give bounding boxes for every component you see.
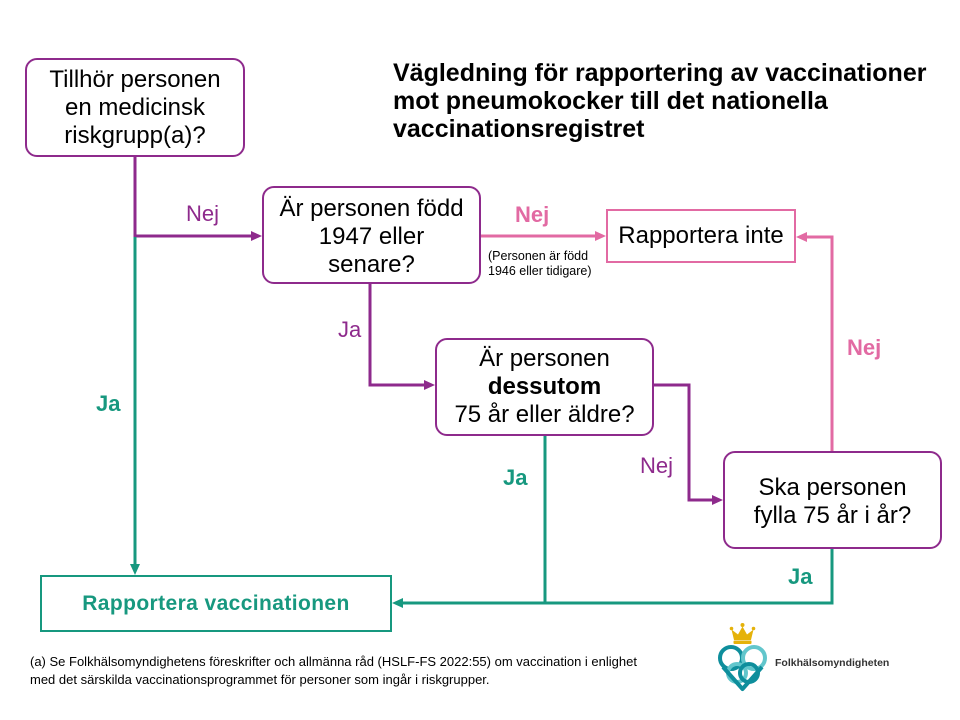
node-report-vaccination [40,575,392,632]
arrow-turns-75-no [799,237,832,451]
title-line-2: mot pneumokocker till det nationella [393,87,828,115]
edge-label-age-75-yes: Ja [503,465,528,490]
edge-label-born-1947-yes: Ja [338,317,362,342]
edge-label-born-1947-no: Nej [515,202,550,227]
node-risk-group-question [25,58,245,157]
node-text-line: Rapportera inte [618,222,784,249]
heart-rings-icon [720,647,765,689]
node-text-emphasis: dessutom [487,373,602,400]
edge-label-turns-75-no: Nej [847,335,882,360]
edge-label-age-75-no: Nej [640,453,674,478]
node-turns-75-question [723,451,942,549]
logo-wordmark: Folkhälsomyndigheten [775,657,890,669]
edge-label-risk-group-no: Nej [186,201,220,226]
node-text-line: Rapportera vaccinationen [82,591,350,615]
footnote-line-1: (a) Se Folkhälsomyndighetens föreskrifter och allmänna råd (HSLF-FS 2022:55) om vaccination i enlighet [30,654,637,669]
crown-heart-logo-icon [712,620,774,694]
crown-icon [730,623,756,644]
node-text-line: en medicinsk [64,93,206,121]
node-text-line: 75 år eller äldre? [454,401,635,428]
agency-logo [712,620,892,696]
node-text-line: Tillhör personen [49,65,221,93]
node-born-1947-question [262,186,481,284]
edge-note-born-1946-or-earlier [488,249,592,279]
node-text-line: Är personen född [279,195,464,222]
node-text-line: Är personen [479,345,610,372]
edge-note-line: (Personen är född [488,249,589,263]
node-text-line: riskgrupp(a)? [64,121,206,149]
footnote [30,653,637,689]
arrow-turns-75-yes [395,549,832,603]
edge-label-turns-75-yes: Ja [788,564,813,589]
title-line-1: Vägledning för rapportering av vaccinationer [393,59,927,87]
node-text-line: fylla 75 år i år? [753,501,912,529]
arrow-age-75-no [654,385,720,500]
footnote-line-2: med det särskilda vaccinationsprogrammet för personer som ingår i riskgrupper. [30,672,490,687]
node-text-line: senare? [328,251,415,278]
edge-label-risk-group-yes: Ja [96,391,121,416]
title-line-3: vaccinationsregistret [393,115,645,143]
edge-note-line: 1946 eller tidigare) [488,264,592,278]
node-age-75-question [435,338,654,436]
arrow-born-1947-yes [370,284,432,385]
node-do-not-report [606,209,796,263]
node-text-line: Ska personen [758,473,907,501]
node-text-line: 1947 eller [318,223,425,250]
